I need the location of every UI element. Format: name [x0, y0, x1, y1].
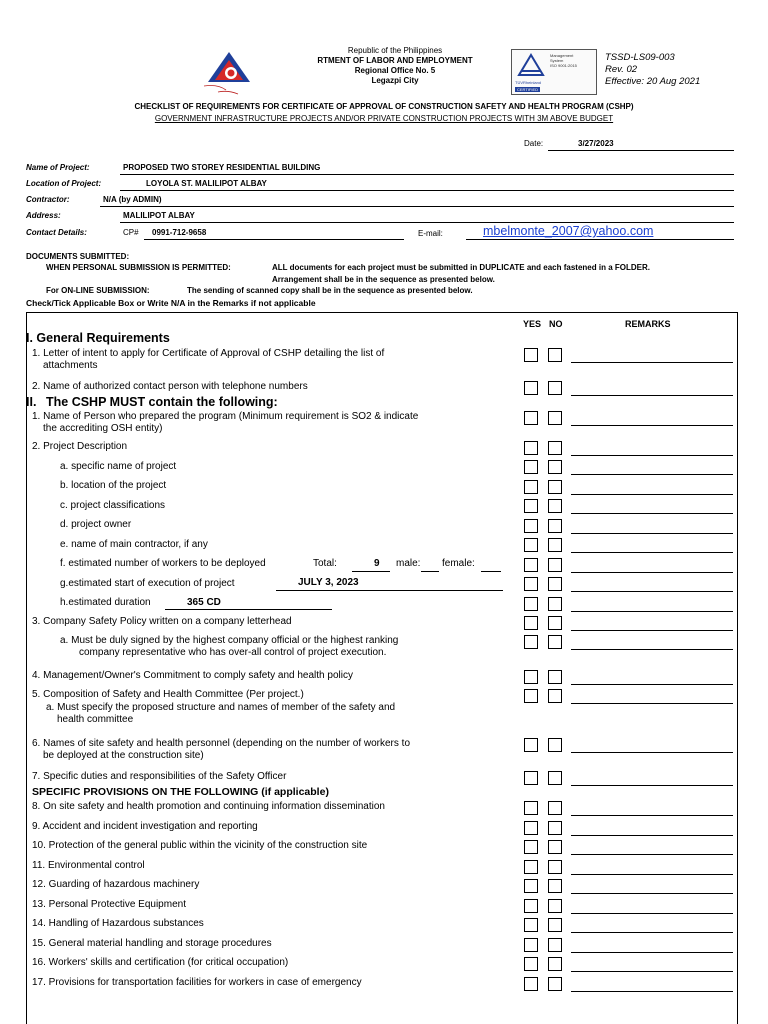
no-checkbox[interactable] [548, 899, 562, 913]
no-checkbox[interactable] [548, 597, 562, 611]
item-letter-of-intent: 1. Letter of intent to apply for Certificate of Approval of CSHP detailing the list of attachments [32, 348, 385, 371]
no-checkbox[interactable] [548, 821, 562, 835]
no-checkbox[interactable] [548, 616, 562, 630]
project-location-value: LOYOLA ST. MALILIPOT ALBAY [146, 179, 267, 188]
yes-checkbox[interactable] [524, 460, 538, 474]
address-value: MALILIPOT ALBAY [123, 211, 195, 220]
remarks-line[interactable] [571, 362, 733, 363]
remarks-line[interactable] [571, 395, 733, 396]
yes-checkbox[interactable] [524, 577, 538, 591]
yes-checkbox[interactable] [524, 879, 538, 893]
no-checkbox[interactable] [548, 801, 562, 815]
checklist-frame-left [26, 312, 27, 1024]
remarks-line[interactable] [571, 630, 733, 631]
item-committee-structure: a. Must specify the proposed structure and names of member of the safety and health committee [46, 702, 396, 725]
section-specific-provisions: SPECIFIC PROVISIONS ON THE FOLLOWING (if applicable) [32, 786, 329, 798]
no-checkbox[interactable] [548, 635, 562, 649]
remarks-line[interactable] [571, 874, 733, 875]
remarks-line[interactable] [571, 552, 733, 553]
item-accident-investigation: 9. Accident and incident investigation and reporting [32, 821, 258, 832]
item-safety-committee: 5. Composition of Safety and Health Committee (Per project.) [32, 689, 304, 700]
yes-checkbox[interactable] [524, 411, 538, 425]
remarks-line[interactable] [571, 684, 733, 685]
item-classifications: c. project classifications [60, 500, 166, 511]
remarks-line[interactable] [571, 815, 733, 816]
item-ppe: 13. Personal Protective Equipment [32, 899, 186, 910]
remarks-line[interactable] [571, 952, 733, 953]
dole-logo [198, 50, 260, 96]
no-checkbox[interactable] [548, 381, 562, 395]
remarks-line[interactable] [571, 785, 733, 786]
contractor-value: N/A (by ADMIN) [103, 195, 162, 204]
yes-checkbox[interactable] [524, 821, 538, 835]
item-environmental-control: 11. Environmental control [32, 860, 145, 871]
no-checkbox[interactable] [548, 738, 562, 752]
yes-checkbox[interactable] [524, 977, 538, 991]
remarks-line[interactable] [571, 835, 733, 836]
online-submission-label: For ON-LINE SUBMISSION: [46, 286, 150, 295]
yes-checkbox[interactable] [524, 381, 538, 395]
no-checkbox[interactable] [548, 957, 562, 971]
no-checkbox[interactable] [548, 519, 562, 533]
yes-checkbox[interactable] [524, 635, 538, 649]
tuv-logo-icon [516, 53, 546, 79]
project-location-label: Location of Project: [26, 179, 102, 188]
item-estimated-workers: f. estimated number of workers to be deployed [60, 558, 266, 569]
personal-submission-text: ALL documents for each project must be submitted in DUPLICATE and each fastened in a FOLDER. [272, 263, 650, 272]
section-general-requirements: I. General Requirements [26, 331, 170, 345]
yes-checkbox[interactable] [524, 840, 538, 854]
remarks-line[interactable] [571, 893, 733, 894]
workers-total-label: Total: [313, 558, 337, 569]
no-checkbox[interactable] [548, 938, 562, 952]
item-estimated-start: g.estimated start of execution of project [60, 578, 235, 589]
item-location: b. location of the project [60, 480, 167, 491]
no-checkbox[interactable] [548, 689, 562, 703]
item-estimated-duration: h.estimated duration [60, 597, 151, 608]
remarks-line[interactable] [571, 513, 733, 514]
address-label: Address: [26, 211, 61, 220]
workers-total-value: 9 [374, 558, 380, 569]
remarks-line[interactable] [571, 649, 733, 650]
no-checkbox[interactable] [548, 860, 562, 874]
yes-checkbox[interactable] [524, 738, 538, 752]
item-workers-certification: 16. Workers' skills and certification (for critical occupation) [32, 957, 289, 968]
yes-checkbox[interactable] [524, 558, 538, 572]
no-checkbox[interactable] [548, 558, 562, 572]
remarks-line[interactable] [571, 494, 733, 495]
item-main-contractor: e. name of main contractor, if any [60, 539, 208, 550]
cp-label: CP# [123, 228, 139, 237]
remarks-line[interactable] [571, 752, 733, 753]
no-checkbox[interactable] [548, 499, 562, 513]
column-yes: YES [523, 319, 542, 329]
yes-checkbox[interactable] [524, 441, 538, 455]
no-checkbox[interactable] [548, 879, 562, 893]
no-checkbox[interactable] [548, 538, 562, 552]
yes-checkbox[interactable] [524, 480, 538, 494]
remarks-line[interactable] [571, 991, 733, 992]
yes-checkbox[interactable] [524, 899, 538, 913]
remarks-line[interactable] [571, 611, 733, 612]
checklist-title: CHECKLIST OF REQUIREMENTS FOR CERTIFICATE OF APPROVAL OF CONSTRUCTION SAFETY AND HEALTH PROGRAM (CSHP) [134, 102, 634, 111]
remarks-line[interactable] [571, 425, 733, 426]
contact-details-label: Contact Details: [26, 228, 87, 237]
estimated-start-value: JULY 3, 2023 [298, 577, 359, 588]
column-remarks: REMARKS [625, 319, 671, 329]
no-checkbox[interactable] [548, 577, 562, 591]
no-checkbox[interactable] [548, 840, 562, 854]
item-safety-policy: 3. Company Safety Policy written on a company letterhead [32, 616, 292, 627]
date-value: 3/27/2023 [578, 139, 614, 148]
yes-checkbox[interactable] [524, 938, 538, 952]
item-project-description: 2. Project Description [32, 441, 128, 452]
no-checkbox[interactable] [548, 480, 562, 494]
personal-submission-arrangement: Arrangement shall be in the sequence as presented below. [272, 275, 495, 284]
doc-effective-date: Effective: 20 Aug 2021 [605, 76, 701, 87]
yes-checkbox[interactable] [524, 957, 538, 971]
workers-female-label: female: [442, 558, 475, 569]
project-name-label: Name of Project: [26, 163, 90, 172]
item-hazardous-substances: 14. Handling of Hazardous substances [32, 918, 204, 929]
contractor-label: Contractor: [26, 195, 70, 204]
yes-checkbox[interactable] [524, 801, 538, 815]
yes-checkbox[interactable] [524, 670, 538, 684]
no-checkbox[interactable] [548, 460, 562, 474]
no-checkbox[interactable] [548, 441, 562, 455]
item-program-preparer: 1. Name of Person who prepared the program (Minimum requirement is SO2 & indicate the accrediting OSH entity) [32, 411, 419, 434]
yes-checkbox[interactable] [524, 616, 538, 630]
no-checkbox[interactable] [548, 918, 562, 932]
yes-checkbox[interactable] [524, 348, 538, 362]
item-safety-officer-duties: 7. Specific duties and responsibilities of the Safety Officer [32, 771, 287, 782]
item-emergency-transport: 17. Provisions for transportation facilities for workers in case of emergency [32, 977, 362, 988]
yes-checkbox[interactable] [524, 519, 538, 533]
remarks-line[interactable] [571, 932, 733, 933]
item-policy-signature: a. Must be duly signed by the highest company official or the highest ranking company representative who has over-all control of project execution. [60, 635, 399, 658]
yes-checkbox[interactable] [524, 538, 538, 552]
yes-checkbox[interactable] [524, 771, 538, 785]
item-management-commitment: 4. Management/Owner's Commitment to comply safety and health policy [32, 670, 353, 681]
yes-checkbox[interactable] [524, 597, 538, 611]
item-authorized-contact: 2. Name of authorized contact person with telephone numbers [32, 381, 308, 392]
yes-checkbox[interactable] [524, 918, 538, 932]
item-promotion-dissemination: 8. On site safety and health promotion and continuing information dissemination [32, 801, 385, 812]
remarks-line[interactable] [571, 591, 733, 592]
remarks-line[interactable] [571, 854, 733, 855]
remarks-line[interactable] [571, 703, 733, 704]
checklist-subtitle: GOVERNMENT INFRASTRUCTURE PROJECTS AND/OR PRIVATE CONSTRUCTION PROJECTS WITH 3M ABOVE BUDGET [154, 114, 614, 123]
check-instruction: Check/Tick Applicable Box or Write N/A in the Remarks if not applicable [26, 298, 316, 308]
no-checkbox[interactable] [548, 670, 562, 684]
remarks-line[interactable] [571, 455, 733, 456]
column-no: NO [549, 319, 563, 329]
documents-submitted-heading: DOCUMENTS SUBMITTED: [26, 252, 130, 261]
no-checkbox[interactable] [548, 977, 562, 991]
yes-checkbox[interactable] [524, 689, 538, 703]
item-owner: d. project owner [60, 519, 132, 530]
no-checkbox[interactable] [548, 411, 562, 425]
header-department: RTMENT OF LABOR AND EMPLOYMENT [317, 56, 473, 65]
remarks-line[interactable] [571, 474, 733, 475]
checklist-frame-right [737, 312, 738, 1024]
checklist-frame-top [26, 312, 738, 313]
email-label: E-mail: [418, 229, 443, 238]
no-checkbox[interactable] [548, 771, 562, 785]
iso-certification-badge: Management System ISO 9001:2015 TÜVRheinland CERTIFIED [511, 49, 597, 95]
date-underline [548, 150, 734, 151]
section-cshp-number: II. [26, 395, 37, 409]
header-city: Legazpi City [371, 76, 419, 85]
item-safety-personnel: 6. Names of site safety and health personnel (depending on the number of workers to be deployed at the construction site) [32, 738, 411, 761]
item-machinery-guarding: 12. Guarding of hazardous machinery [32, 879, 200, 890]
remarks-line[interactable] [571, 533, 733, 534]
workers-male-label: male: [396, 558, 421, 569]
item-material-handling: 15. General material handling and storage procedures [32, 938, 272, 949]
doc-code: TSSD-LS09-003 [605, 52, 675, 63]
online-submission-text: The sending of scanned copy shall be in the sequence as presented below. [187, 286, 473, 295]
header-region: Regional Office No. 5 [354, 66, 436, 75]
email-value: mbelmonte_2007@yahoo.com [483, 224, 654, 238]
project-name-value: PROPOSED TWO STOREY RESIDENTIAL BUILDING [123, 163, 321, 172]
item-public-protection: 10. Protection of the general public within the vicinity of the construction site [32, 840, 368, 851]
yes-checkbox[interactable] [524, 860, 538, 874]
remarks-line[interactable] [571, 572, 733, 573]
remarks-line[interactable] [571, 913, 733, 914]
remarks-line[interactable] [571, 971, 733, 972]
doc-revision: Rev. 02 [605, 64, 638, 75]
yes-checkbox[interactable] [524, 499, 538, 513]
date-label: Date: [524, 139, 544, 148]
section-cshp-contents: The CSHP MUST contain the following: [46, 395, 278, 409]
cp-value: 0991-712-9658 [152, 228, 207, 237]
estimated-duration-value: 365 CD [187, 597, 221, 608]
item-specific-name: a. specific name of project [60, 461, 177, 472]
personal-submission-label: WHEN PERSONAL SUBMISSION IS PERMITTED: [46, 263, 231, 272]
header-republic: Republic of the Philippines [347, 46, 443, 55]
no-checkbox[interactable] [548, 348, 562, 362]
